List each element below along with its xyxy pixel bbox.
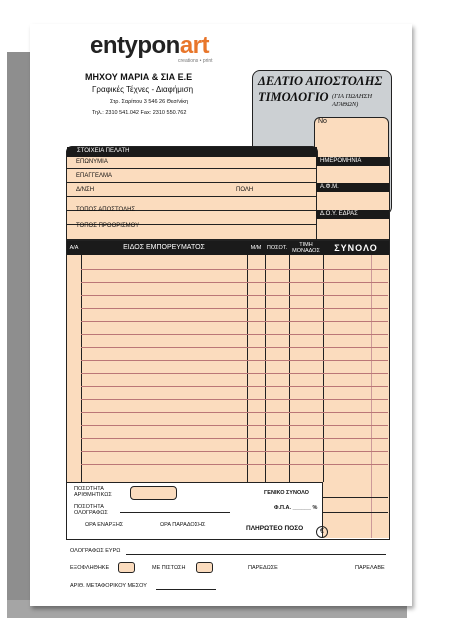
grand-total-label: ΓΕΝΙΚΟ ΣΥΝΟΛΟ: [264, 490, 309, 496]
doc-title-note: (ΓΙΑ ΠΩΛΗΣΗ ΑΓΑΘΩΝ): [332, 93, 373, 108]
doc-subtitle: ΤΙΜΟΛΟΓΙΟ: [258, 90, 329, 104]
col-total: ΣΥΝΟΛΟ: [334, 243, 378, 253]
logo-accent: art: [179, 32, 210, 59]
payable-label: ΠΛΗΡΩΤΕΟ ΠΟΣΟ: [246, 525, 304, 532]
row-line: [81, 399, 388, 400]
col-unit-price: ΤΙΜΗ ΜΟΝΑΔΟΣ: [292, 242, 320, 254]
items-table: [66, 240, 390, 484]
delivery-time-label: ΩΡΑ ΠΑΡΑΔΟΣΗΣ: [160, 522, 206, 528]
row-line: [81, 438, 388, 439]
col-divider: [81, 255, 82, 482]
qty-words-label: ΠΟΣΟΤΗΤΑ ΟΛΟΓΡΑΦΩΣ: [74, 504, 108, 516]
date-bar: ΗΜΕΡΟΜΗΝΙΑ: [316, 157, 389, 166]
amount-words-line: [126, 554, 386, 555]
vehicle-line: [156, 589, 216, 590]
field-label-city: ΠΟΛΗ: [236, 187, 254, 193]
credit-label: ΜΕ ΠΙΣΤΩΣΗ: [152, 565, 186, 571]
number-label: No: [318, 118, 327, 125]
field-label-address: Δ/ΝΣΗ: [76, 187, 95, 193]
col-divider: [289, 255, 290, 482]
field-label-name: ΕΠΩΝΥΜΙΑ: [76, 159, 108, 165]
qty-numeric-label: ΠΟΣΟΤΗΤΑ ΑΡΙΘΜΗΤΙΚΩΣ: [74, 486, 112, 498]
vat-label: Φ.Π.Α. ______ %: [274, 505, 318, 511]
received-label: ΠΑΡΕΛΑΒΕ: [355, 565, 385, 571]
col-divider: [247, 255, 248, 482]
row-line: [81, 347, 388, 348]
credit-checkbox[interactable]: [196, 562, 213, 573]
row-line: [323, 497, 388, 498]
qty-numeric-field[interactable]: [130, 486, 177, 500]
row-line: [81, 386, 388, 387]
row-line: [81, 282, 388, 283]
row-line: [81, 269, 388, 270]
field-line: [67, 196, 317, 197]
amount-words-label: ΟΛΟΓΡΑΦΩΣ ΕΥΡΩ: [70, 548, 121, 554]
doc-title: ΔΕΛΤΙΟ ΑΠΟΣΤΟΛΗΣ: [258, 74, 383, 88]
paid-label: ΕΞΟΦΛΗΘΗΚΕ: [70, 565, 110, 571]
company-phones: Τηλ.: 2310 541.042 Fax: 2310 550.762: [92, 110, 187, 116]
table-header: [67, 241, 389, 255]
customer-header: ΣΤΟΙΧΕΙΑ ΠΕΛΑΤΗ: [67, 147, 317, 157]
col-unit: Μ/Μ: [250, 245, 262, 251]
col-divider: [371, 482, 372, 538]
delivered-label: ΠΑΡΕΔΩΣΕ: [248, 565, 278, 571]
row-line: [81, 373, 388, 374]
row-line: [81, 425, 388, 426]
row-line: [81, 321, 388, 322]
field-label-origin: ΤΟΠΟΣ ΑΠΟΣΤΟΛΗΣ: [76, 207, 136, 213]
invoice-sheet: [30, 24, 412, 606]
row-line: [81, 308, 388, 309]
logo: [90, 32, 209, 60]
row-line: [81, 295, 388, 296]
col-aa: Α/Α: [69, 245, 79, 251]
row-line: [81, 334, 388, 335]
row-line: [81, 360, 388, 361]
totals-amount-column: [322, 482, 389, 538]
field-line: [67, 182, 317, 183]
company-address: Στρ. Σαρίπου 3 546 26 Θεσ/νίκη: [110, 99, 189, 105]
start-time-label: ΩΡΑ ΕΝΑΡΞΗΣ: [85, 522, 124, 528]
company-services: Γραφικές Τέχνες - Διαφήμιση: [92, 85, 194, 94]
right-fields: [316, 157, 390, 240]
paid-checkbox[interactable]: [118, 562, 135, 573]
row-line: [81, 464, 388, 465]
euro-icon: €: [316, 526, 328, 538]
field-label-destination: ΤΟΠΟΣ ΠΡΟΟΡΙΣΜΟΥ: [76, 223, 140, 229]
row-line: [81, 412, 388, 413]
qty-words-line: [120, 512, 230, 513]
company-name: ΜΗΧΟΥ ΜΑΡΙΑ & ΣΙΑ Ε.Ε: [85, 72, 193, 82]
tax-office-bar: Δ.Ο.Υ. ΕΔΡΑΣ: [316, 210, 389, 219]
row-line: [81, 451, 388, 452]
logo-tagline: creations • print: [178, 58, 213, 64]
row-line: [323, 512, 388, 513]
vehicle-label: ΑΡΙΘ. ΜΕΤΑΦΟΡΙΚΟΥ ΜΕΣΟΥ: [70, 583, 147, 589]
vat-number-bar: Α.Φ.Μ.: [316, 183, 389, 192]
col-quantity: ΠΟΣΟΤ.: [266, 245, 288, 251]
col-description: ΕΙΔΟΣ ΕΜΠΟΡΕΥΜΑΤΟΣ: [123, 244, 205, 251]
logo-text: entypon: [90, 32, 180, 59]
col-divider: [265, 255, 266, 482]
field-line: [67, 168, 317, 169]
field-label-profession: ΕΠΑΓΓΕΛΜΑ: [76, 173, 112, 179]
